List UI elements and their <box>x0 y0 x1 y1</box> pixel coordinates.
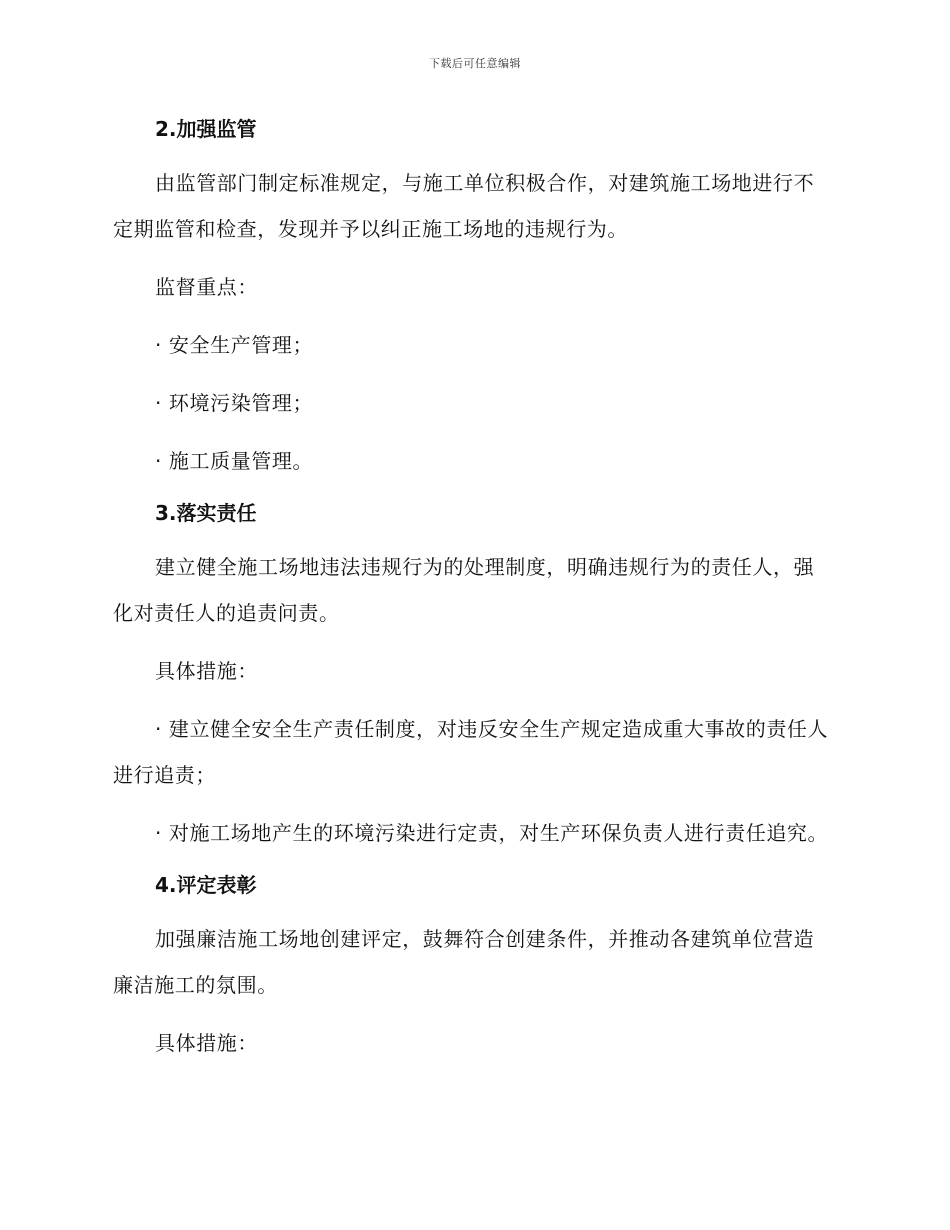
bullet-environment: · 环境污染管理； <box>155 391 314 415</box>
subheading-focus: 监督重点： <box>155 275 258 299</box>
subheading-measures-3: 具体措施： <box>155 659 258 683</box>
subheading-measures-4: 具体措施： <box>155 1031 258 1055</box>
bullet-safety-responsibility: · 建立健全安全生产责任制度，对违反安全生产规定造成重大事故的责任人进行追责； <box>113 717 829 787</box>
section-paragraph-2: 由监管部门制定标准规定，与施工单位积极合作，对建筑施工场地进行不定期监管和检查，发现并予以纠正施工场地的违规行为。 <box>113 171 815 241</box>
document-body <box>113 112 831 1066</box>
section-heading-2: 2.加强监管 <box>155 117 257 141</box>
bullet-environment-responsibility: · 对施工场地产生的环境污染进行定责，对生产环保负责人进行责任追究。 <box>155 821 829 845</box>
bullet-safety: · 安全生产管理； <box>155 333 314 357</box>
bullet-quality: · 施工质量管理。 <box>155 449 314 473</box>
page-header: 下载后可任意编辑 <box>429 57 521 70</box>
section-heading-4: 4.评定表彰 <box>155 873 257 897</box>
section-paragraph-3: 建立健全施工场地违法违规行为的处理制度，明确违规行为的责任人，强化对责任人的追责问责。 <box>113 555 815 625</box>
section-heading-3: 3.落实责任 <box>155 501 257 525</box>
section-paragraph-4: 加强廉洁施工场地创建评定，鼓舞符合创建条件，并推动各建筑单位营造廉洁施工的氛围。 <box>113 927 815 997</box>
